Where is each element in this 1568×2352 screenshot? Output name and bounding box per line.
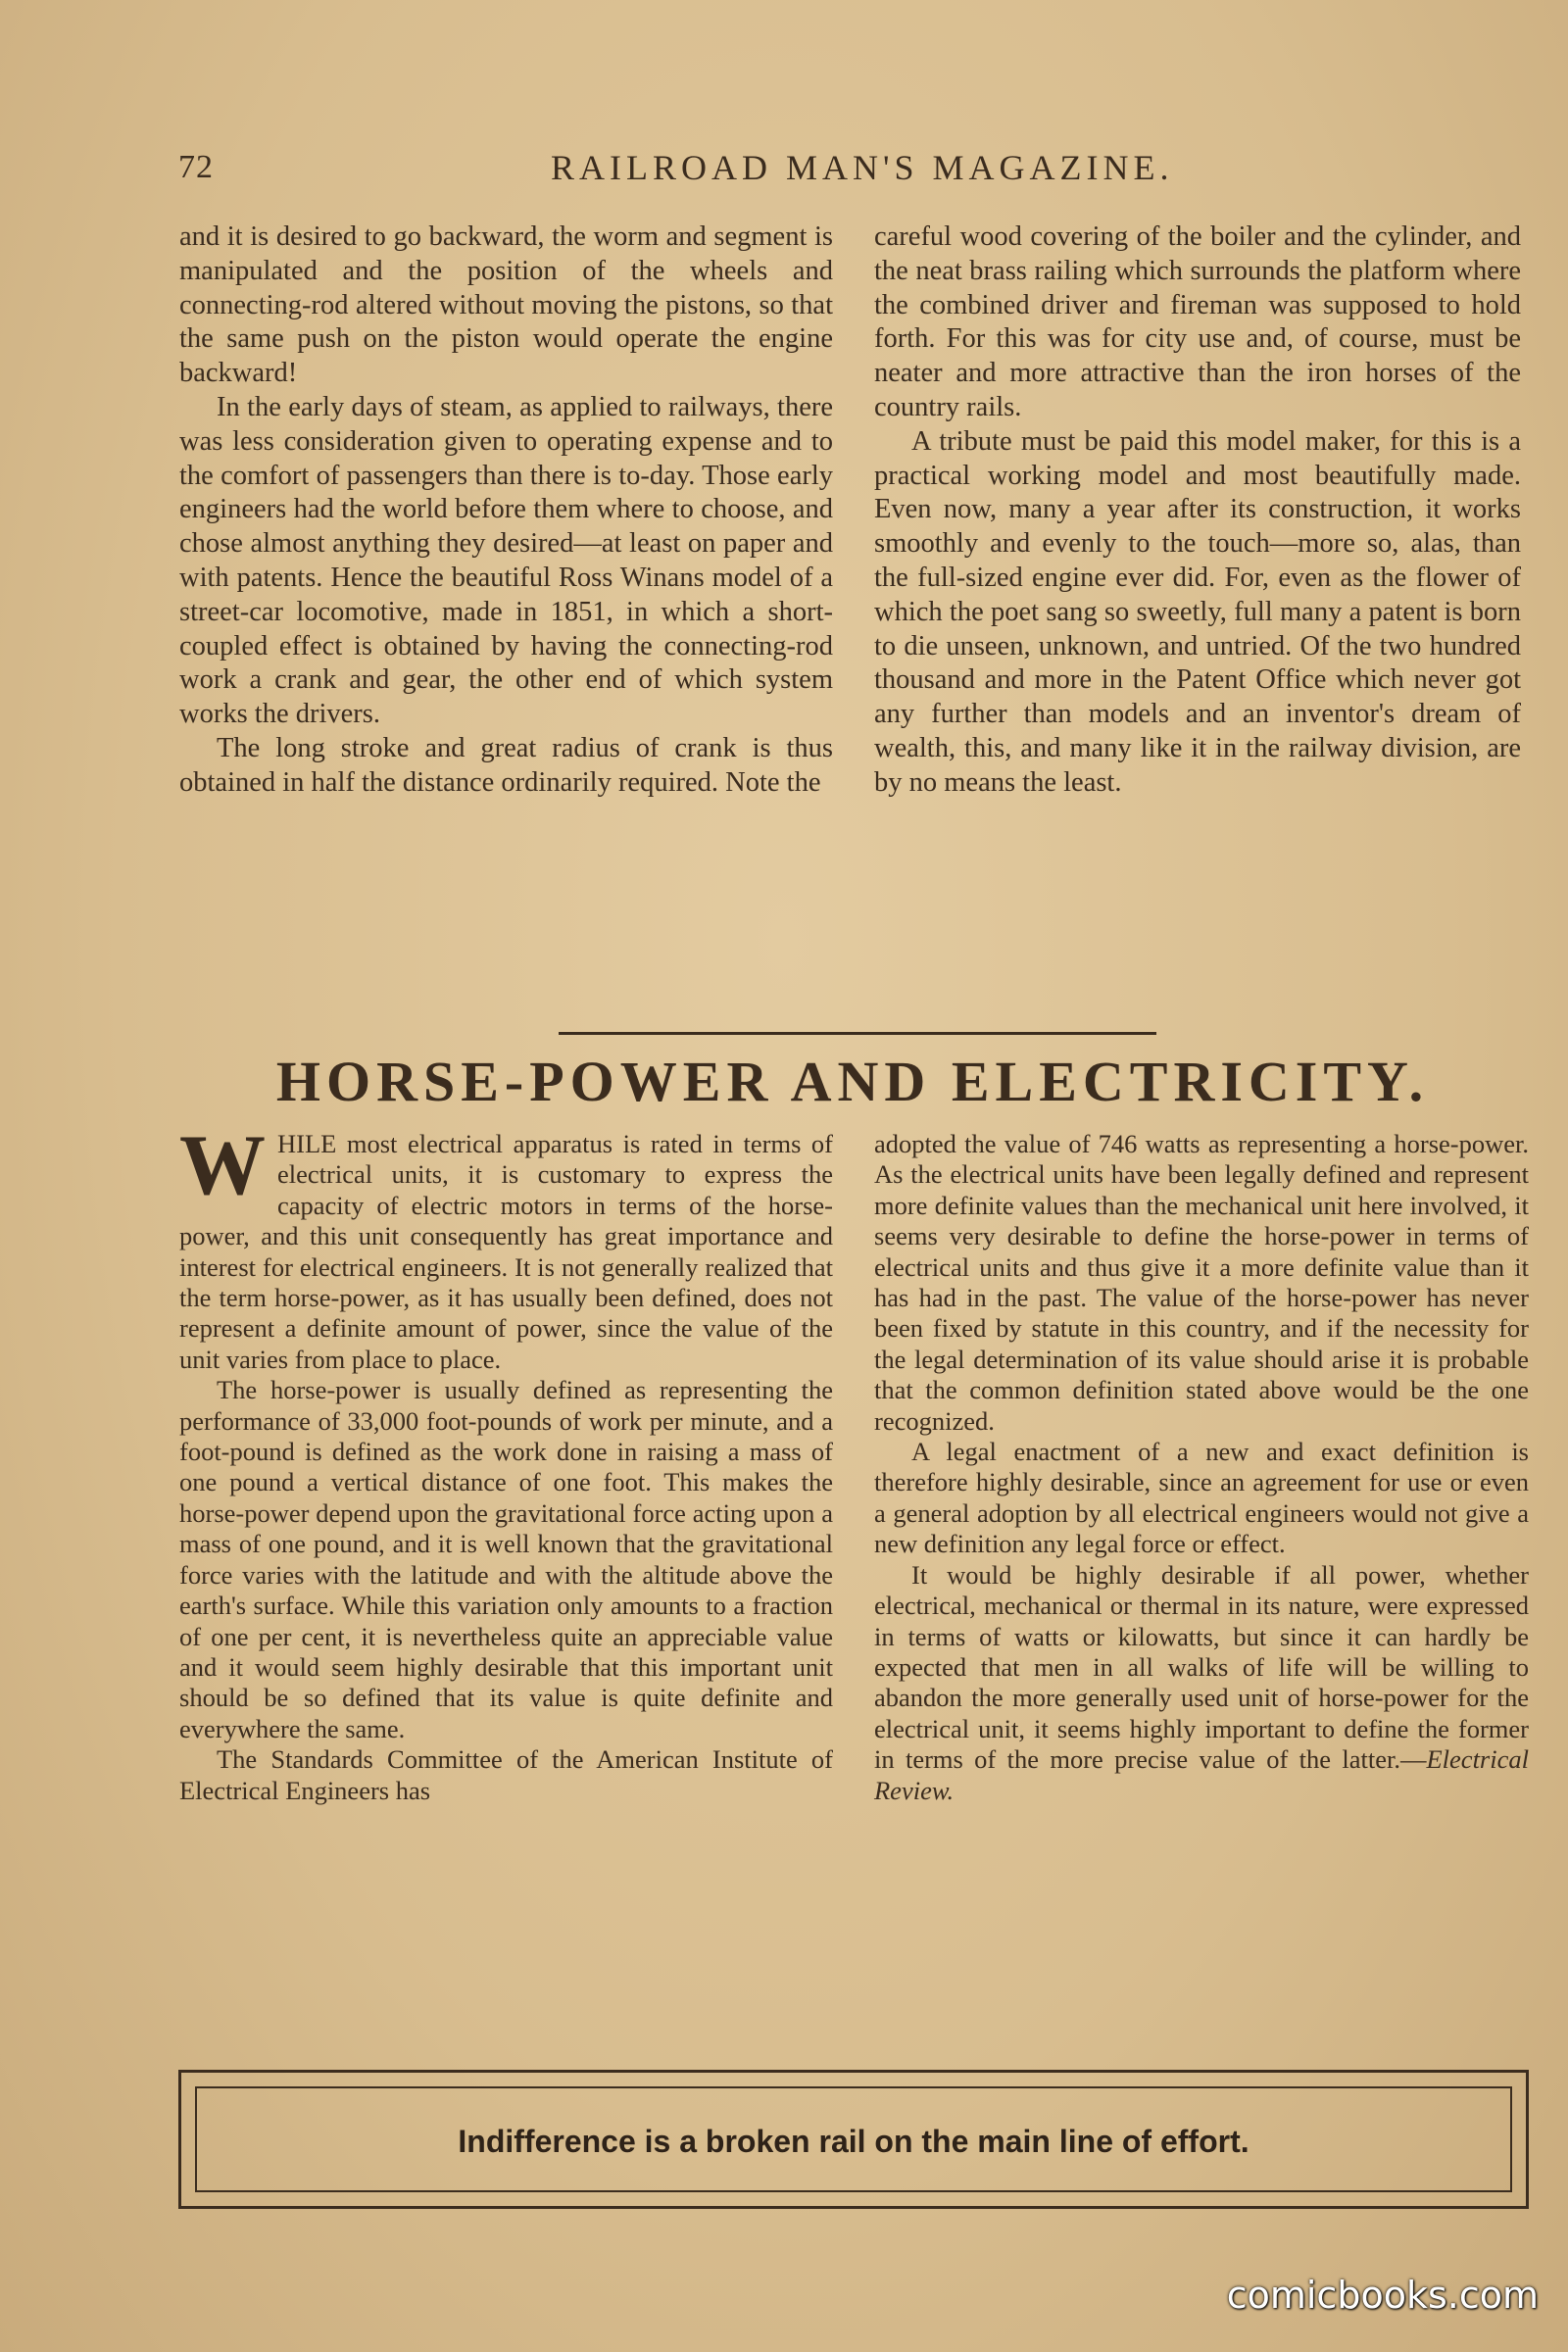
paragraph-text: HILE most electrical apparatus is rated in terms of electrical units, it is customary to express the capacity of electric motors in terms of the horse-power, and this unit consequently has great importance and interest for electrical engineers. It is not generally realized that the term horse-power, as it has usually been defined, does not represent a definite amount of power, since the value of the unit varies from place to place.: [179, 1129, 833, 1374]
motto-text: Indifference is a broken rail on the main line of effort.: [458, 2124, 1250, 2159]
watermark: comicbooks.com: [1226, 2274, 1539, 2317]
paragraph: A tribute must be paid this model maker, for this is a practical working model and most beautifully made. Even now, many a year after its construction, it works smoothly and evenly to the touch—more so, alas, than the full-sized engine ever did. For, even as the flower of which the poet sang so sweetly, full many a patent is born to die unseen, unknown, and untried. Of the two hundred thousand and more in the Patent Office which never got any further than models and an inventor's dream of wealth, this, and many like it in the railway division, are by no means the least.: [874, 425, 1521, 798]
paragraph: adopted the value of 746 watts as representing a horse-power. As the electrical units have been legally defined and represent more definite values than the mechanical unit here involved, it seems very desirable to define the horse-power in terms of electrical units and thus give it a more definite value than it has had in the past. The value of the horse-power has never been fixed by statute in this country, and if the necessity for the legal determination of its value should arise it is probable that the common definition stated above would be the one recognized.: [874, 1129, 1529, 1436]
paragraph: In the early days of steam, as applied to railways, there was less consideration given to operating expense and to the comfort of passengers than there is to-day. Those early engineers had the world before them where to choose, and chose almost anything they desired—at least on paper and with patents. Hence the beautiful Ross Winans model of a street-car locomotive, made in 1851, in which a short-coupled effect is obtained by having the connecting-rod work a crank and gear, the other end of which system works the drivers.: [179, 391, 833, 730]
drop-cap: W: [179, 1118, 266, 1213]
paragraph: A legal enactment of a new and exact definition is therefore highly desirable, since an agreement for use or even a general adoption by all electrical engineers would not give a new definition any legal force or effect.: [874, 1437, 1529, 1559]
running-title: RAILROAD MAN'S MAGAZINE.: [551, 148, 1174, 187]
source-credit: Electrical Review.: [874, 1744, 1529, 1805]
paragraph: and it is desired to go backward, the worm and segment is manipulated and the position of the wheels and connecting-rod altered without moving the pistons, so that the same push on the piston would operate the engine backward!: [179, 221, 833, 389]
paragraph: careful wood covering of the boiler and the cylinder, and the neat brass railing which surrounds the platform where the combined driver and fireman was supposed to hold forth. For this was for city use and, of course, must be neater and more attractive than the iron horses of the country rails.: [874, 221, 1521, 422]
paragraph-text: It would be highly desirable if all power, whether electrical, mechanical or thermal in its nature, were expressed in terms of watts or kilowatts, but since it can hardly be expected that men in all walks of life will be willing to abandon the more generally used unit of horse-power for the electrical unit, it seems highly important to define the former in terms of the more precise value of the latter.—: [874, 1559, 1529, 1775]
motto-box: [178, 2070, 1529, 2209]
article-left-column: [179, 1118, 833, 1806]
motto-box-inner-border: [195, 2086, 1512, 2192]
page-number: 72: [178, 149, 214, 185]
paragraph: The long stroke and great radius of crank is thus obtained in half the distance ordinarily required. Note the: [179, 732, 833, 798]
top-left-column: [179, 220, 833, 801]
section-divider: [559, 1032, 1156, 1035]
article-title: HORSE-POWER AND ELECTRICITY.: [275, 1050, 1430, 1113]
page-header: [178, 139, 1531, 198]
paragraph: The horse-power is usually defined as representing the performance of 33,000 foot-pounds of work per minute, and a foot-pound is defined as the work done in raising a mass of one pound a vertical distance of one foot. This makes the horse-power depend upon the gravitational force acting upon a mass of one pound, and it is well known that the gravitational force varies with the latitude and with the altitude above the earth's surface. While this variation only amounts to a fraction of one per cent, it is nevertheless quite an appreciable value and it would seem highly desirable that this important unit should be so defined that its value is quite definite and everywhere the same.: [179, 1375, 833, 1743]
top-right-column: [874, 220, 1521, 801]
paragraph: The Standards Committee of the American Institute of Electrical Engineers has: [179, 1744, 833, 1805]
article-right-column: [874, 1129, 1529, 1806]
paragraph: [179, 1118, 833, 1375]
paragraph: [874, 1560, 1529, 1806]
